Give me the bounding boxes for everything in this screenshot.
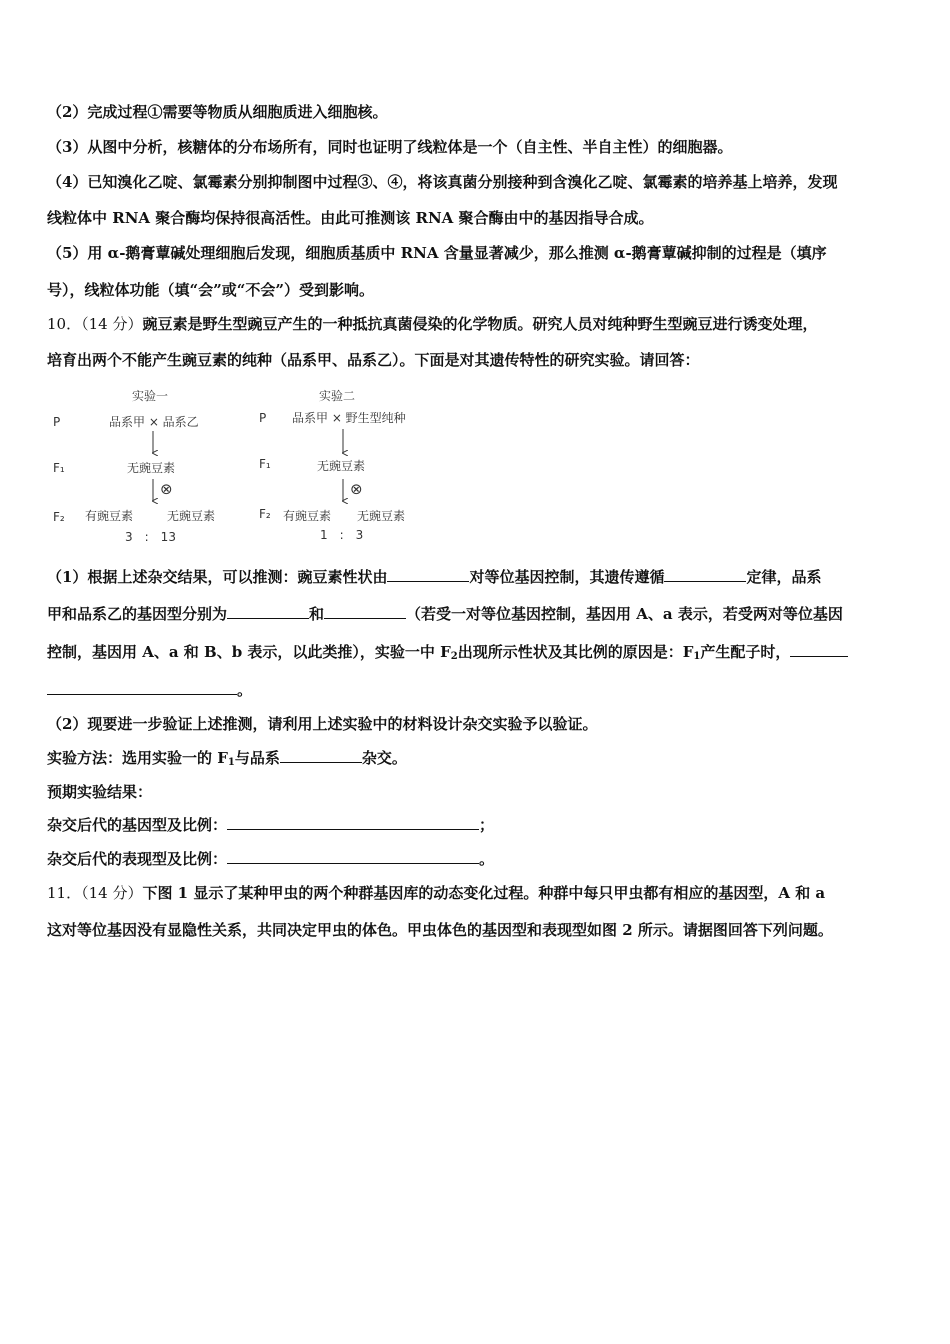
- f1-subscript: 1: [693, 651, 701, 662]
- exp1-f2-without: 无豌豆素: [167, 509, 216, 523]
- exp2-f1-label: F₁: [259, 457, 271, 471]
- q10-number: 10．: [47, 315, 82, 333]
- q10-stem-line2: 培育出两个不能产生豌豆素的纯种（品系甲、品系乙）。下面是对其遗传特性的研究实验。请回答：: [47, 351, 700, 369]
- phenotype-end-mark: 。: [479, 850, 495, 868]
- q11-number: 11．: [47, 884, 82, 902]
- q11-stem-line1: [47, 883, 907, 903]
- q10-s1-text-b: 对等位基因控制，其遗传遵循: [469, 568, 665, 586]
- exp1-f2-label: F₂: [53, 510, 65, 524]
- q10-s1-line4: [47, 680, 907, 700]
- exp2-p-label: P: [259, 411, 267, 425]
- q10-stem-text: 豌豆素是野生型豌豆产生的一种抵抗真菌侵染的化学物质。研究人员对纯种野生型豌豆进行诱变处理，: [142, 315, 818, 333]
- q10-points: （14 分）: [81, 315, 143, 333]
- f2-subscript: 2: [450, 651, 458, 662]
- q10-s1-text-c: 定律，品系: [746, 568, 822, 586]
- q10-s2-phenotype: [47, 849, 907, 869]
- exp1-f1-label: F₁: [53, 461, 65, 475]
- exp1-selfing-symbol: ⊗: [160, 480, 173, 498]
- q10-s1-text-a: （1）根据上述杂交结果，可以推测：豌豆素性状由: [47, 568, 388, 586]
- answer-blank-reason-start[interactable]: [790, 642, 848, 657]
- answer-blank-law[interactable]: [664, 567, 746, 582]
- q10-s1-line3: [47, 642, 907, 667]
- answer-blank-genotype-b[interactable]: [324, 604, 406, 619]
- answer-blank-genotype-ratio[interactable]: [227, 815, 479, 830]
- method-text-b: 与品系: [234, 749, 280, 767]
- q10-s2-line1: （2）现要进一步验证上述推测，请利用上述实验中的材料设计杂交实验予以验证。: [47, 715, 598, 733]
- exp1-p-label: P: [53, 415, 61, 429]
- answer-blank-genotype-a[interactable]: [227, 604, 309, 619]
- answer-blank-reason-end[interactable]: [47, 680, 237, 695]
- exp2-f2-label: F₂: [259, 507, 271, 521]
- answer-blank-phenotype-ratio[interactable]: [227, 849, 479, 864]
- q10-s1-text-e: 和: [309, 605, 325, 623]
- phenotype-label: 杂交后代的表现型及比例：: [47, 850, 228, 868]
- genotype-end-mark: ；: [479, 816, 495, 834]
- q10-s1-text-f: （若受一对等位基因控制，基因用 A、a 表示，若受两对等位基因: [406, 605, 843, 623]
- exp2-f2-without: 无豌豆素: [357, 509, 406, 523]
- answer-blank-gene-pairs[interactable]: [387, 567, 469, 582]
- exp1-f2-with: 有豌豆素: [85, 509, 134, 523]
- exp1-title: 实验一: [132, 389, 169, 403]
- method-f1-subscript: 1: [227, 757, 235, 768]
- q10-s1-text-g: 控制，基因用 A、a 和 B、b 表示，以此类推），实验一中 F: [47, 643, 451, 661]
- exp2-title: 实验二: [319, 389, 356, 403]
- q9-part4-line2: 线粒体中 RNA 聚合酶均保持很高活性。由此可推测该 RNA 聚合酶由中的基因指导合成。: [47, 209, 654, 227]
- q10-s1-text-i: 产生配子时，: [700, 643, 791, 661]
- q10-s2-genotype: [47, 815, 907, 835]
- q10-s1-text-h: 出现所示性状及其比例的原因是：F: [457, 643, 694, 661]
- q11-stem-line2: 这对等位基因没有显隐性关系，共同决定甲虫的体色。甲虫体色的基因型和表现型如图 2 所示。请据图回答下列问题。: [47, 921, 833, 939]
- exp2-f1-result: 无豌豆素: [317, 459, 366, 473]
- exp1-parent-cross: 品系甲 × 品系乙: [109, 415, 199, 429]
- exp1-f2-ratio: 3 : 13: [125, 530, 176, 544]
- answer-blank-strain[interactable]: [280, 748, 362, 763]
- q9-part5-line1: （5）用 α-鹅膏蕈碱处理细胞后发现，细胞质基质中 RNA 含量显著减少，那么推测 α-鹅膏蕈碱抑制的过程是（填序: [47, 244, 827, 262]
- method-text-a: 实验方法：选用实验一的 F: [47, 749, 228, 767]
- exp2-f2-with: 有豌豆素: [283, 509, 332, 523]
- q10-s1-end-mark: 。: [237, 681, 253, 699]
- q9-part5-line2: 号），线粒体功能（填“会”或“不会”）受到影响。: [47, 281, 375, 299]
- q10-s2-expect: 预期实验结果：: [47, 783, 153, 801]
- q9-part4-line1: （4）已知溴化乙啶、氯霉素分别抑制图中过程③、④，将该真菌分别接种到含溴化乙啶、氯霉素的培养基上培养，发现: [47, 173, 838, 191]
- q10-s1-line2: [47, 604, 907, 624]
- exp2-selfing-symbol: ⊗: [350, 480, 363, 498]
- cross-experiment-diagram: [47, 385, 447, 545]
- exp2-parent-cross: 品系甲 × 野生型纯种: [292, 411, 406, 425]
- q10-s1-text-d: 甲和品系乙的基因型分别为: [47, 605, 228, 623]
- q10-s1-line1: [47, 567, 907, 587]
- q11-points: （14 分）: [81, 884, 143, 902]
- method-text-c: 杂交。: [361, 749, 407, 767]
- exp2-f2-ratio: 1 : 3: [320, 528, 364, 542]
- q10-s2-method: [47, 748, 907, 773]
- q9-part2: （2）完成过程①需要等物质从细胞质进入细胞核。: [47, 103, 388, 121]
- q9-part3: （3）从图中分析，核糖体的分布场所有，同时也证明了线粒体是一个（自主性、半自主性）的细胞器。: [47, 138, 733, 156]
- exp1-f1-result: 无豌豆素: [127, 461, 176, 475]
- q10-stem-line1: [47, 314, 907, 334]
- genotype-label: 杂交后代的基因型及比例：: [47, 816, 228, 834]
- q11-stem-text: 下图 1 显示了某种甲虫的两个种群基因库的动态变化过程。种群中每只甲虫都有相应的基因型，A 和 a: [142, 884, 826, 902]
